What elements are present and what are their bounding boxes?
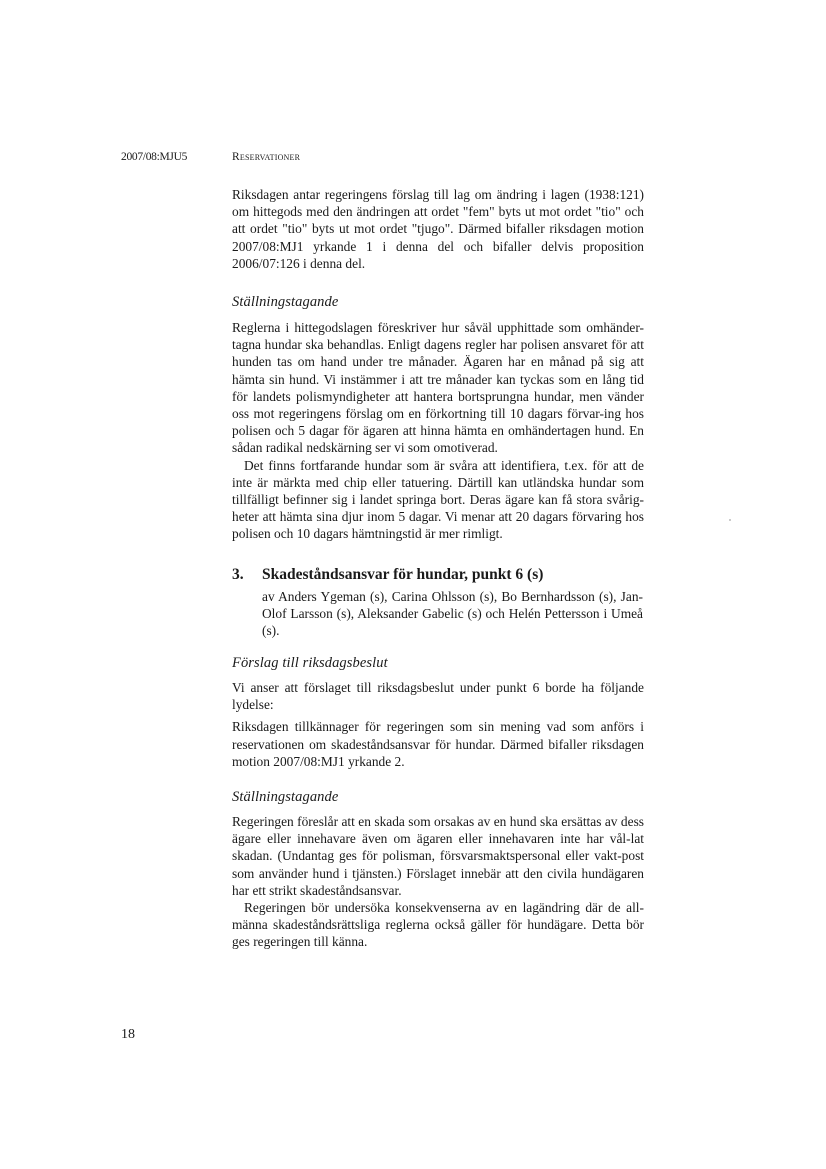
section-authors: av Anders Ygeman (s), Carina Ohlsson (s), Bo Bernhardsson (s), Jan-Olof Larsson (s), Aleksander Gabelic (s) och Helén Pettersson i Umeå (s). bbox=[262, 589, 643, 639]
body-paragraph: Riksdagen tillkännager för regeringen som sin mening vad som anförs i reservationen om skadeståndsansvar för hundar. Därmed bifaller riksdagen motion 2007/08:MJ1 yrkande 2. bbox=[232, 719, 644, 769]
section-title: Skadeståndsansvar för hundar, punkt 6 (s) bbox=[262, 566, 544, 583]
intro-paragraph: Riksdagen antar regeringens förslag till lag om ändring i lagen (1938:121) om hittegods med den ändringen att ordet "fem" byts ut mot ordet "tio" och att ordet "tio" byts ut mot ordet "tjugo". Därmed bifaller riksdagen motion 2007/08:MJ1 yrkande 1 i denna del och bifaller delvis proposition 2006/07:126 i denna del. bbox=[232, 187, 644, 271]
page-number: 18 bbox=[121, 1027, 135, 1042]
body-paragraph: Vi anser att förslaget till riksdagsbeslut under punkt 6 borde ha följande lydelse: bbox=[232, 680, 644, 713]
body-paragraph: Regeringen föreslår att en skada som orsakas av en hund ska ersättas av dess ägare eller innehavare även om ägaren eller innehavaren inte har vål-lat skadan. (Undantag ges för polisman, försvarsmaktspersonal eller vakt-post som använder hund i tjänsten.) Förslaget innebär att den civila hundägaren har ett strikt skadeståndsansvar. bbox=[232, 814, 644, 898]
forslag-body bbox=[232, 679, 644, 770]
stallningstagande-heading-2: Ställningstagande bbox=[232, 789, 339, 805]
section-number: 3. bbox=[232, 566, 244, 583]
stallningstagande-body-2 bbox=[232, 813, 644, 951]
forslag-heading: Förslag till riksdagsbeslut bbox=[232, 655, 388, 671]
stallningstagande-body-1 bbox=[232, 319, 644, 543]
body-paragraph: Regeringen bör undersöka konsekvenserna av en lagändring där de all-männa skadeståndsrättsliga reglerna också gäller för hundägare. Detta bör ges regeringen till känna. bbox=[232, 900, 644, 950]
body-paragraph: Det finns fortfarande hundar som är svåra att identifiera, t.ex. för att de inte är märkta med chip eller tatuering. Därtill kan utländska hundar som tillfälligt befinner sig i landet springa bort. Deras ägare kan få stora svårig-heter att hämta sina djur inom 5 dagar. Vi menar att 20 dagars förvaring hos polisen och 10 dagars hämtningstid är mer rimligt. bbox=[232, 457, 644, 542]
stallningstagande-heading-1: Ställningstagande bbox=[232, 294, 339, 310]
body-paragraph: Reglerna i hittegodslagen föreskriver hur såväl upphittade som omhänder-tagna hundar ska behandlas. Enligt dagens regler har polisen ansvaret för att hunden tas om hand under tre månader. Ägaren har en månad på sig att hämta sin hund. Vi instämmer i att tre månader kan tyckas som en lång tid för landets polismyndigheter att hantera bortsprungna hundar, men vänder oss mot regeringens förslag om en förkortning till 10 dagars förvar-ing hos polisen och 5 dagar för ägaren att hinna hämta en omhändertagen hund. En sådan radikal nedskärning ser vi som omotiverad. bbox=[232, 320, 644, 456]
scan-speck bbox=[729, 519, 731, 521]
intro-paragraph-block bbox=[232, 186, 644, 272]
running-header-section: Reservationer bbox=[232, 151, 301, 163]
document-reference: 2007/08:MJU5 bbox=[121, 151, 188, 163]
